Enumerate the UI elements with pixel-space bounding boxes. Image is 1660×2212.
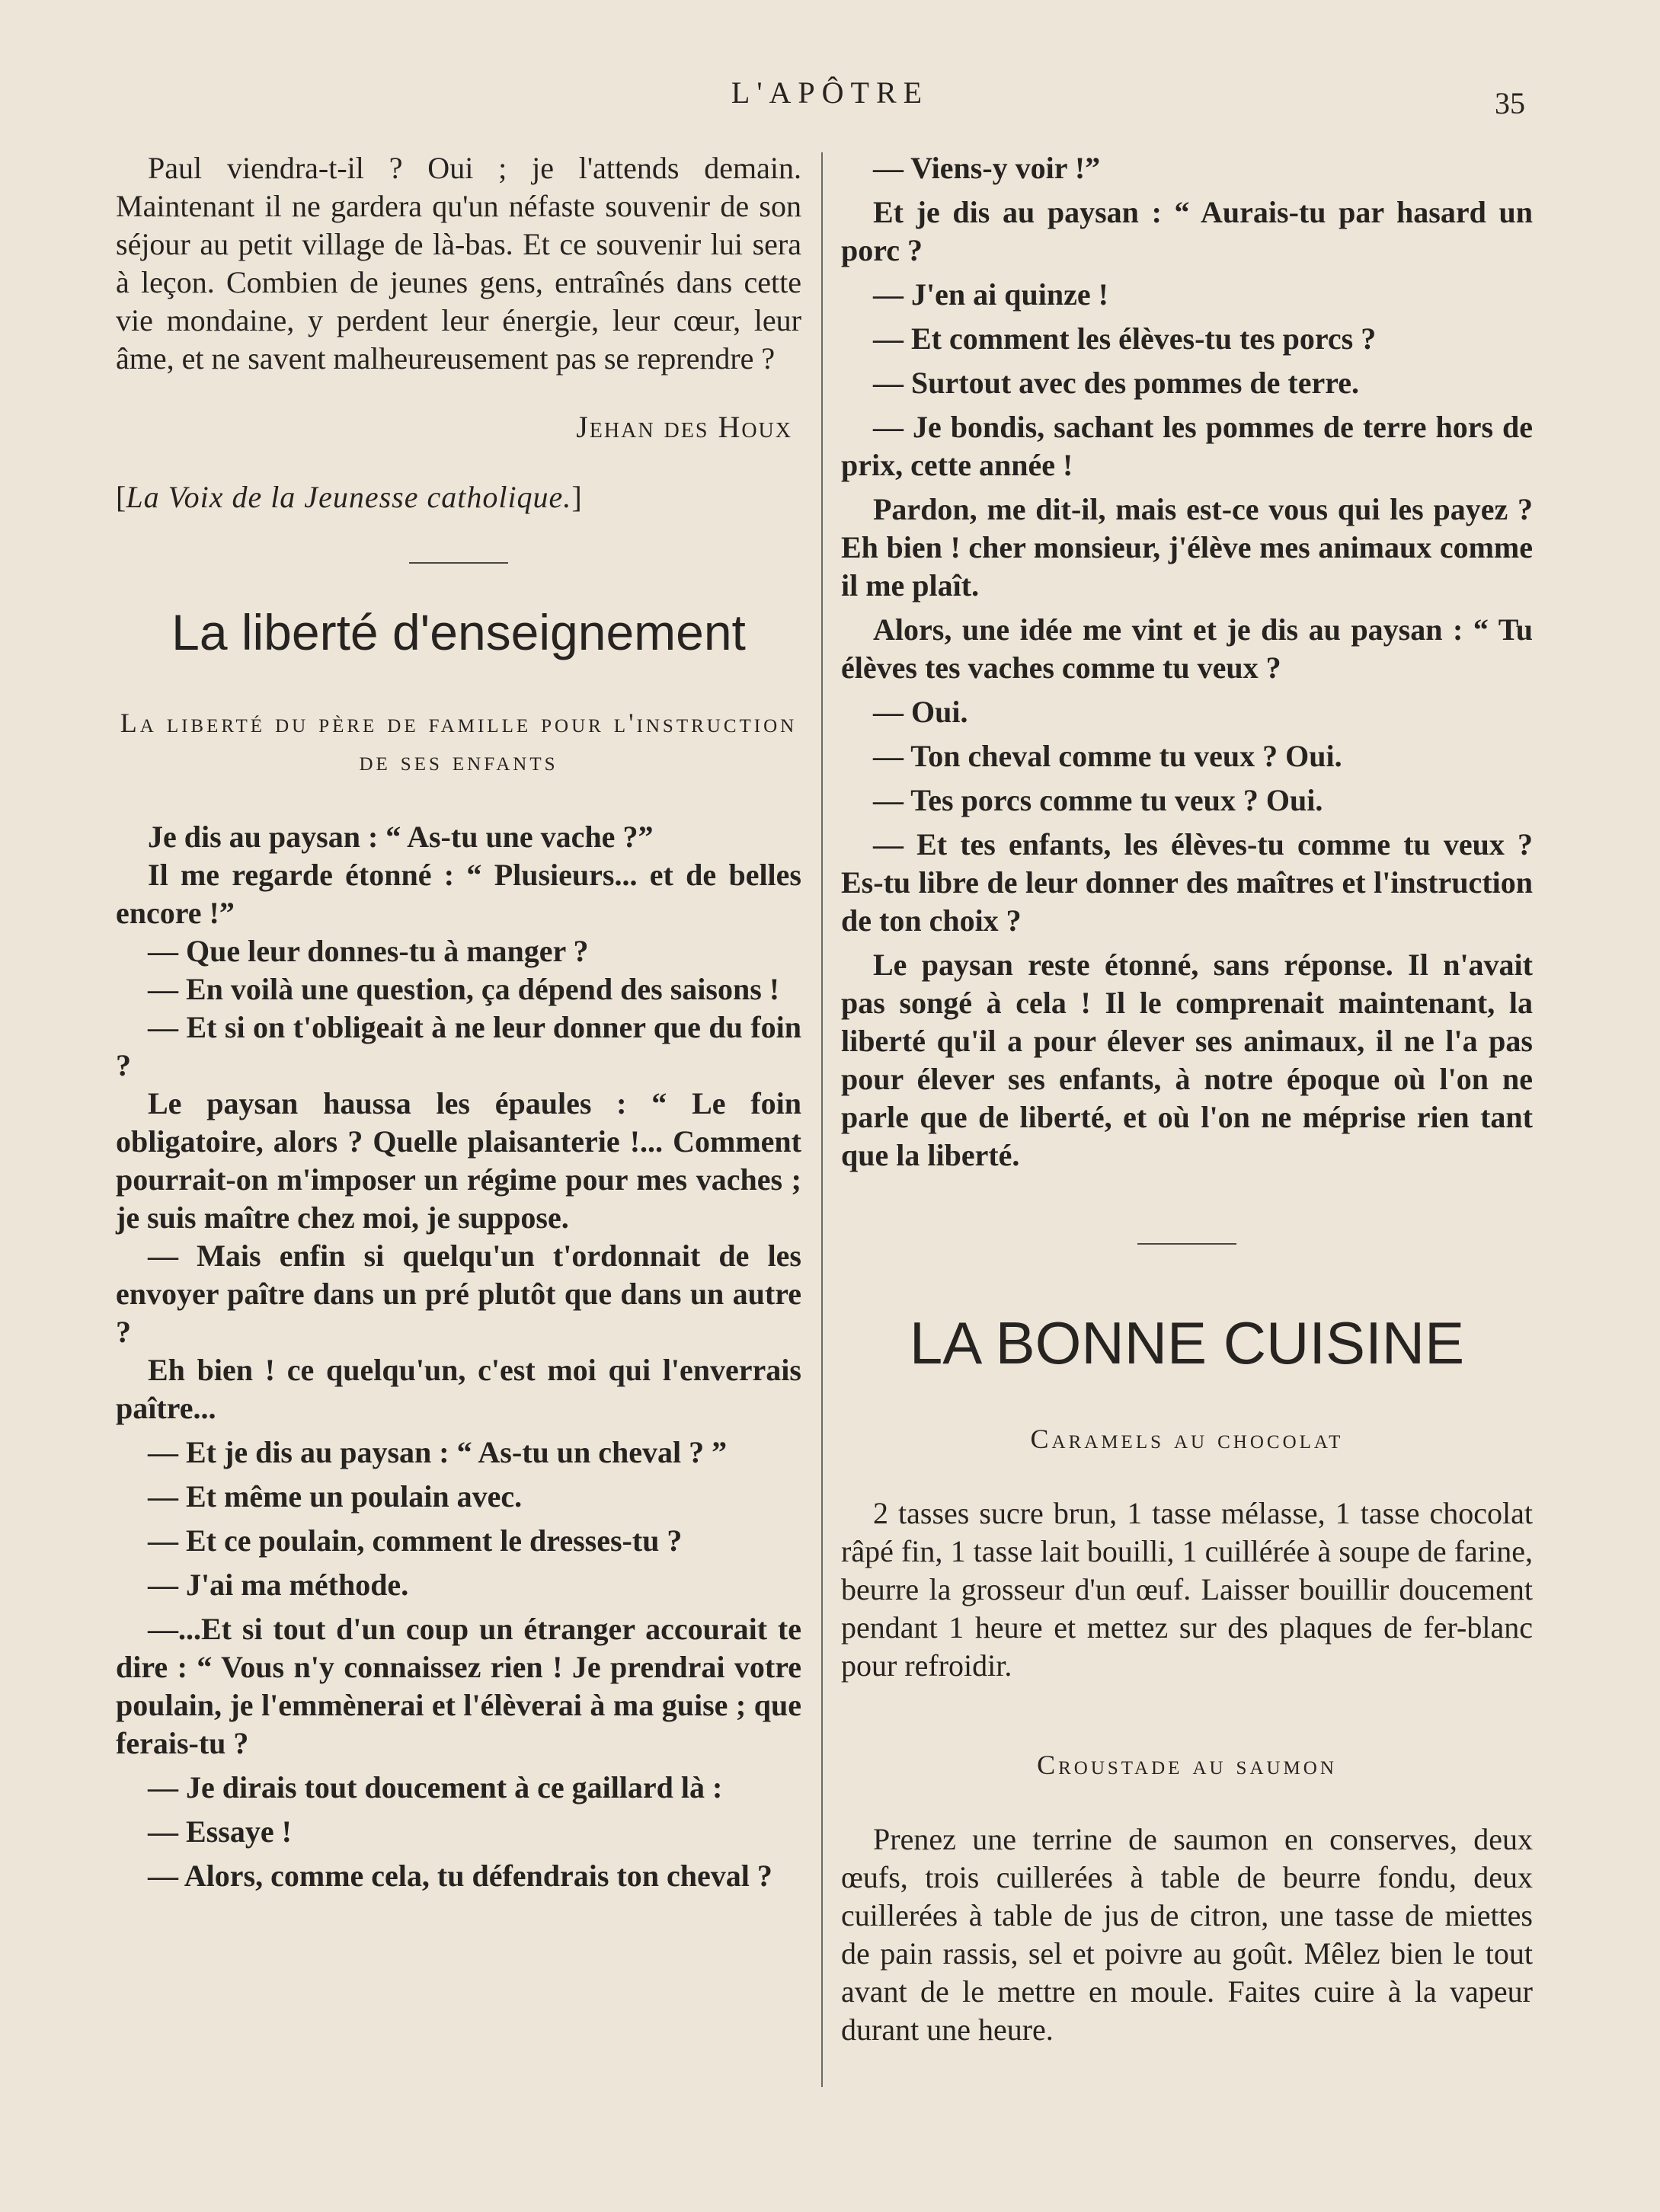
recipe-text: 2 tasses sucre brun, 1 tasse mélasse, 1 tasse chocolat râpé fin, 1 tasse lait bouilli, 1 cuillérée à soupe de farine, beurre la grosseur d'un œuf. Laisser bouillir doucement pendant 1 heure et mettez sur des plaques de fer-blanc pour refroidir. bbox=[841, 1496, 1533, 1683]
dialogue-line: Il me regarde étonné : “ Plusieurs... et de belles encore !” bbox=[116, 858, 801, 930]
dialogue-line: Et je dis au paysan : “ Aurais-tu par hasard un porc ? bbox=[841, 195, 1533, 267]
cuisine-section-title: LA BONNE CUISINE bbox=[909, 1309, 1465, 1376]
dialogue-line: — Et comment les élèves-tu tes porcs ? bbox=[873, 321, 1377, 356]
dialogue-line: — En voilà une question, ça dépend des saisons ! bbox=[148, 972, 780, 1006]
dialogue-block bbox=[116, 818, 801, 1895]
dialogue-line: — Et je dis au paysan : “ As-tu un cheval ? ” bbox=[148, 1435, 728, 1469]
left-column bbox=[116, 149, 801, 1895]
dialogue-line: — Ton cheval comme tu veux ? Oui. bbox=[873, 739, 1342, 773]
dialogue-line: — J'ai ma méthode. bbox=[148, 1568, 409, 1602]
dialogue-line: — Et si on t'obligeait à ne leur donner que du foin ? bbox=[116, 1010, 801, 1082]
article-title: La liberté d'enseignement bbox=[171, 604, 746, 660]
author-signature: Jehan des Houx bbox=[576, 410, 792, 444]
source-bracket-open: [ bbox=[116, 480, 126, 514]
dialogue-line: — Que leur donnes-tu à manger ? bbox=[148, 934, 589, 968]
dialogue-line: Le paysan haussa les épaules : “ Le foin obligatoire, alors ? Quelle plaisanterie !... Comment pourrait-on m'imposer un régime pour mes vaches ; je suis maître chez moi, je suppose. bbox=[116, 1086, 801, 1235]
source-bracket-close: ] bbox=[571, 480, 582, 514]
recipe-title: Caramels au chocolat bbox=[1030, 1424, 1344, 1454]
conclusion-paragraph: Le paysan reste étonné, sans réponse. Il n'avait pas songé à cela ! Il le comprenait maintenant, la liberté qu'il a pour élever ses animaux, il ne l'a pas pour élever ses enfants, à notre époque où l'on ne parle que de liberté, et où l'on ne méprise rien tant que la liberté. bbox=[841, 948, 1533, 1172]
dialogue-continued bbox=[841, 149, 1533, 1175]
dialogue-line: Alors, une idée me vint et je dis au paysan : “ Tu élèves tes vaches comme tu veux ? bbox=[841, 612, 1533, 685]
section-divider bbox=[1137, 1243, 1236, 1245]
dialogue-line: — Viens-y voir !” bbox=[873, 151, 1101, 185]
dialogue-line: Je dis au paysan : “ As-tu une vache ?” bbox=[148, 820, 654, 854]
recipe-title: Croustade au saumon bbox=[1037, 1750, 1337, 1780]
dialogue-line: — Alors, comme cela, tu défendrais ton cheval ? bbox=[148, 1859, 772, 1893]
column-divider bbox=[821, 152, 823, 2087]
dialogue-line: — Et tes enfants, les élèves-tu comme tu veux ? Es-tu libre de leur donner des maîtres et l'instruction de ton choix ? bbox=[841, 827, 1533, 938]
dialogue-line: — J'en ai quinze ! bbox=[873, 277, 1108, 312]
recipe-text: Prenez une terrine de saumon en conserves, deux œufs, trois cuillerées à table de beurre fondu, deux cuillerées à table de jus de citron, une tasse de miettes de pain rassis, sel et poivre au goût. Mêlez bien le tout avant de le mettre en moule. Faites cuire à la vapeur durant une heure. bbox=[841, 1822, 1533, 2047]
article-subtitle: La liberté du père de famille pour l'instruction de ses enfants bbox=[120, 708, 798, 776]
dialogue-line: —...Et si tout d'un coup un étranger accourait te dire : “ Vous n'y connaissez rien ! Je prendrai votre poulain, je l'emmènerai et l'élèverai à ma guise ; que ferais-tu ? bbox=[116, 1612, 801, 1760]
running-title: L'APÔTRE bbox=[731, 75, 929, 110]
dialogue-line: Eh bien ! ce quelqu'un, c'est moi qui l'enverrais paître... bbox=[116, 1353, 801, 1425]
dialogue-line: — Et même un poulain avec. bbox=[148, 1479, 523, 1514]
right-column bbox=[841, 149, 1533, 2049]
page-number: 35 bbox=[1495, 86, 1525, 120]
intro-paragraph: Paul viendra-t-il ? Oui ; je l'attends demain. Maintenant il ne gardera qu'un néfaste souvenir de son séjour au petit village de là-bas. Et ce souvenir lui sera à leçon. Combien de jeunes gens, entraînés dans cette vie mondaine, y perdent leur énergie, leur cœur, leur âme, et ne savent malheureusement pas se reprendre ? bbox=[116, 151, 801, 376]
dialogue-line: — Je dirais tout doucement à ce gaillard là : bbox=[148, 1770, 723, 1804]
source-citation bbox=[116, 478, 801, 516]
dialogue-line: — Oui. bbox=[873, 695, 968, 729]
dialogue-line: — Je bondis, sachant les pommes de terre hors de prix, cette année ! bbox=[841, 410, 1533, 482]
dialogue-line: — Tes porcs comme tu veux ? Oui. bbox=[873, 783, 1323, 817]
source-title: La Voix de la Jeunesse catholique. bbox=[126, 480, 572, 514]
dialogue-line: — Surtout avec des pommes de terre. bbox=[873, 366, 1360, 400]
dialogue-line: — Et ce poulain, comment le dresses-tu ? bbox=[148, 1523, 683, 1558]
dialogue-line: — Mais enfin si quelqu'un t'ordonnait de les envoyer paître dans un pré plutôt que dans un autre ? bbox=[116, 1239, 801, 1349]
dialogue-line: — Essaye ! bbox=[148, 1814, 292, 1849]
section-divider bbox=[409, 562, 508, 564]
dialogue-line: Pardon, me dit-il, mais est-ce vous qui les payez ? Eh bien ! cher monsieur, j'élève mes animaux comme il me plaît. bbox=[841, 492, 1533, 603]
